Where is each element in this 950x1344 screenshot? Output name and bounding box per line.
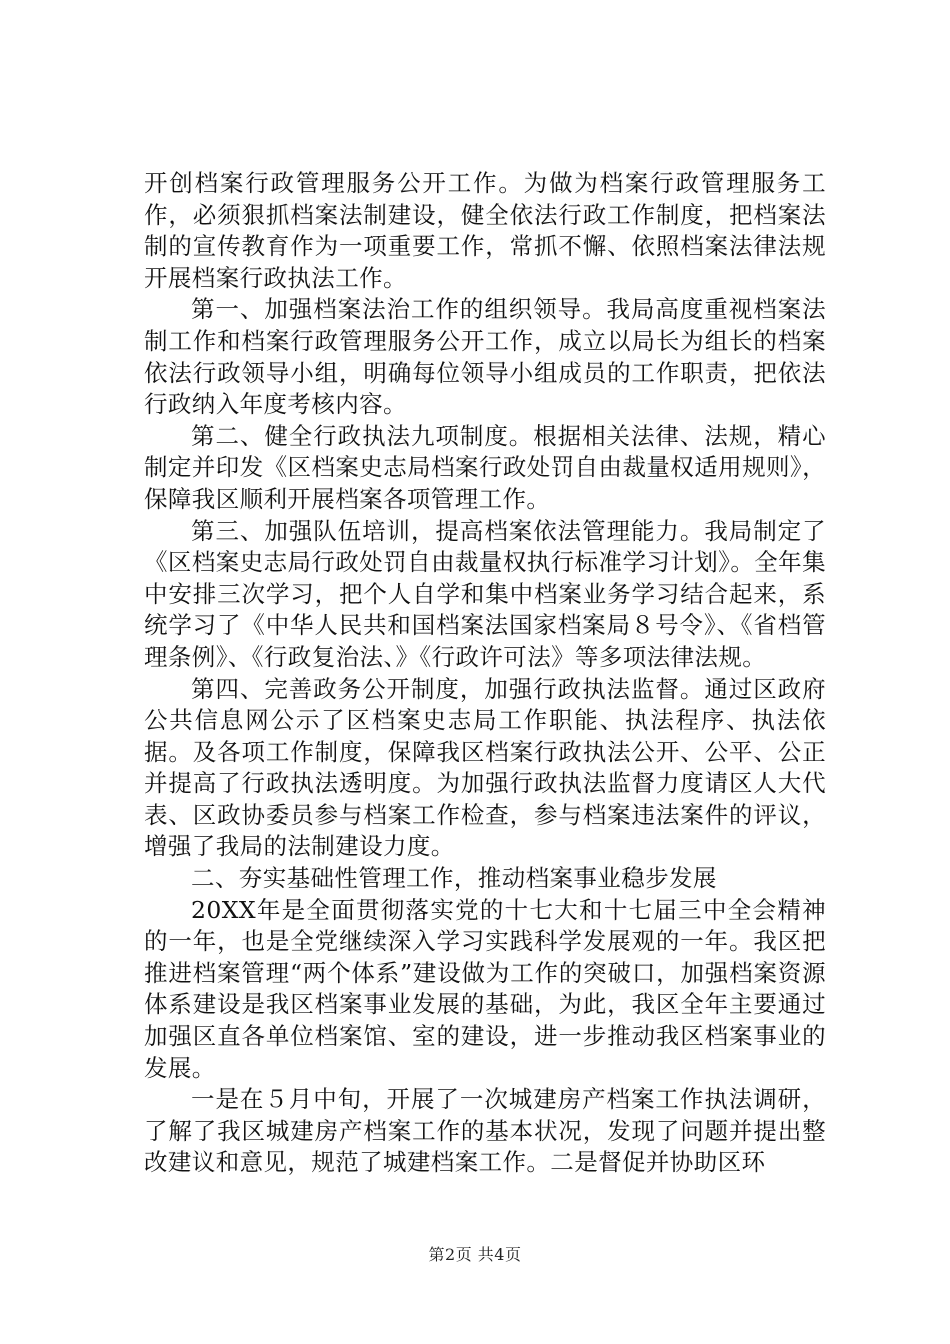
paragraph-2: 第一、加强档案法治工作的组织领导。我局高度重视档案法制工作和档案行政管理服务公开工作，成立以局长为组长的档案依法行政领导小组，明确每位领导小组成员的工作职责，把依法行政纳入年度考核内容。 [144,295,826,419]
body-text [144,168,826,1179]
section-heading: 二、夯实基础性管理工作，推动档案事业稳步发展 [191,864,717,893]
page-number-footer: 第2页 共4页 [428,1245,522,1264]
paragraph-4: 第三、加强队伍培训，提高档案依法管理能力。我局制定了《区档案史志局行政处罚自由裁量权执行标准学习计划》。全年集中安排三次学习，把个人自学和集中档案业务学习结合起来，系统学习了《中华人民共和国档案法国家档案局８号令》、《省档管理条例》、《行政复治法、》《行政许可法》等多项法律法规。 [144,516,826,671]
paragraph-6: 20XX年是全面贯彻落实党的十七大和十七届三中全会精神的一年，也是全党继续深入学习实践科学发展观的一年。我区把推进档案管理“两个体系”建设做为工作的突破口，加强档案资源体系建设是我区档案事业发展的基础，为此，我区全年主要通过加强区直各单位档案馆、室的建设，进一步推动我区档案事业的发展。 [144,895,826,1082]
paragraph-7: 一是在５月中旬，开展了一次城建房产档案工作执法调研，了解了我区城建房产档案工作的基本状况，发现了问题并提出整改建议和意见，规范了城建档案工作。二是督促并协助区环 [144,1085,826,1177]
paragraph-3: 第二、健全行政执法九项制度。根据相关法律、法规，精心制定并印发《区档案史志局档案行政处罚自由裁量权适用规则》，保障我区顺利开展档案各项管理工作。 [144,421,826,513]
paragraph-5: 第四、完善政务公开制度，加强行政执法监督。通过区政府公共信息网公示了区档案史志局工作职能、执法程序、执法依据。及各项工作制度，保障我区档案行政执法公开、公平、公正并提高了行政执法透明度。为加强行政执法监督力度请区人大代表、区政协委员参与档案工作检查，参与档案违法案件的评议，增强了我局的法制建设力度。 [144,674,826,861]
paragraph-1: 开创档案行政管理服务公开工作。为做为档案行政管理服务工作，必须狠抓档案法制建设，健全依法行政工作制度，把档案法制的宣传教育作为一项重要工作，常抓不懈、依照档案法律法规开展档案行政执法工作。 [144,169,826,292]
